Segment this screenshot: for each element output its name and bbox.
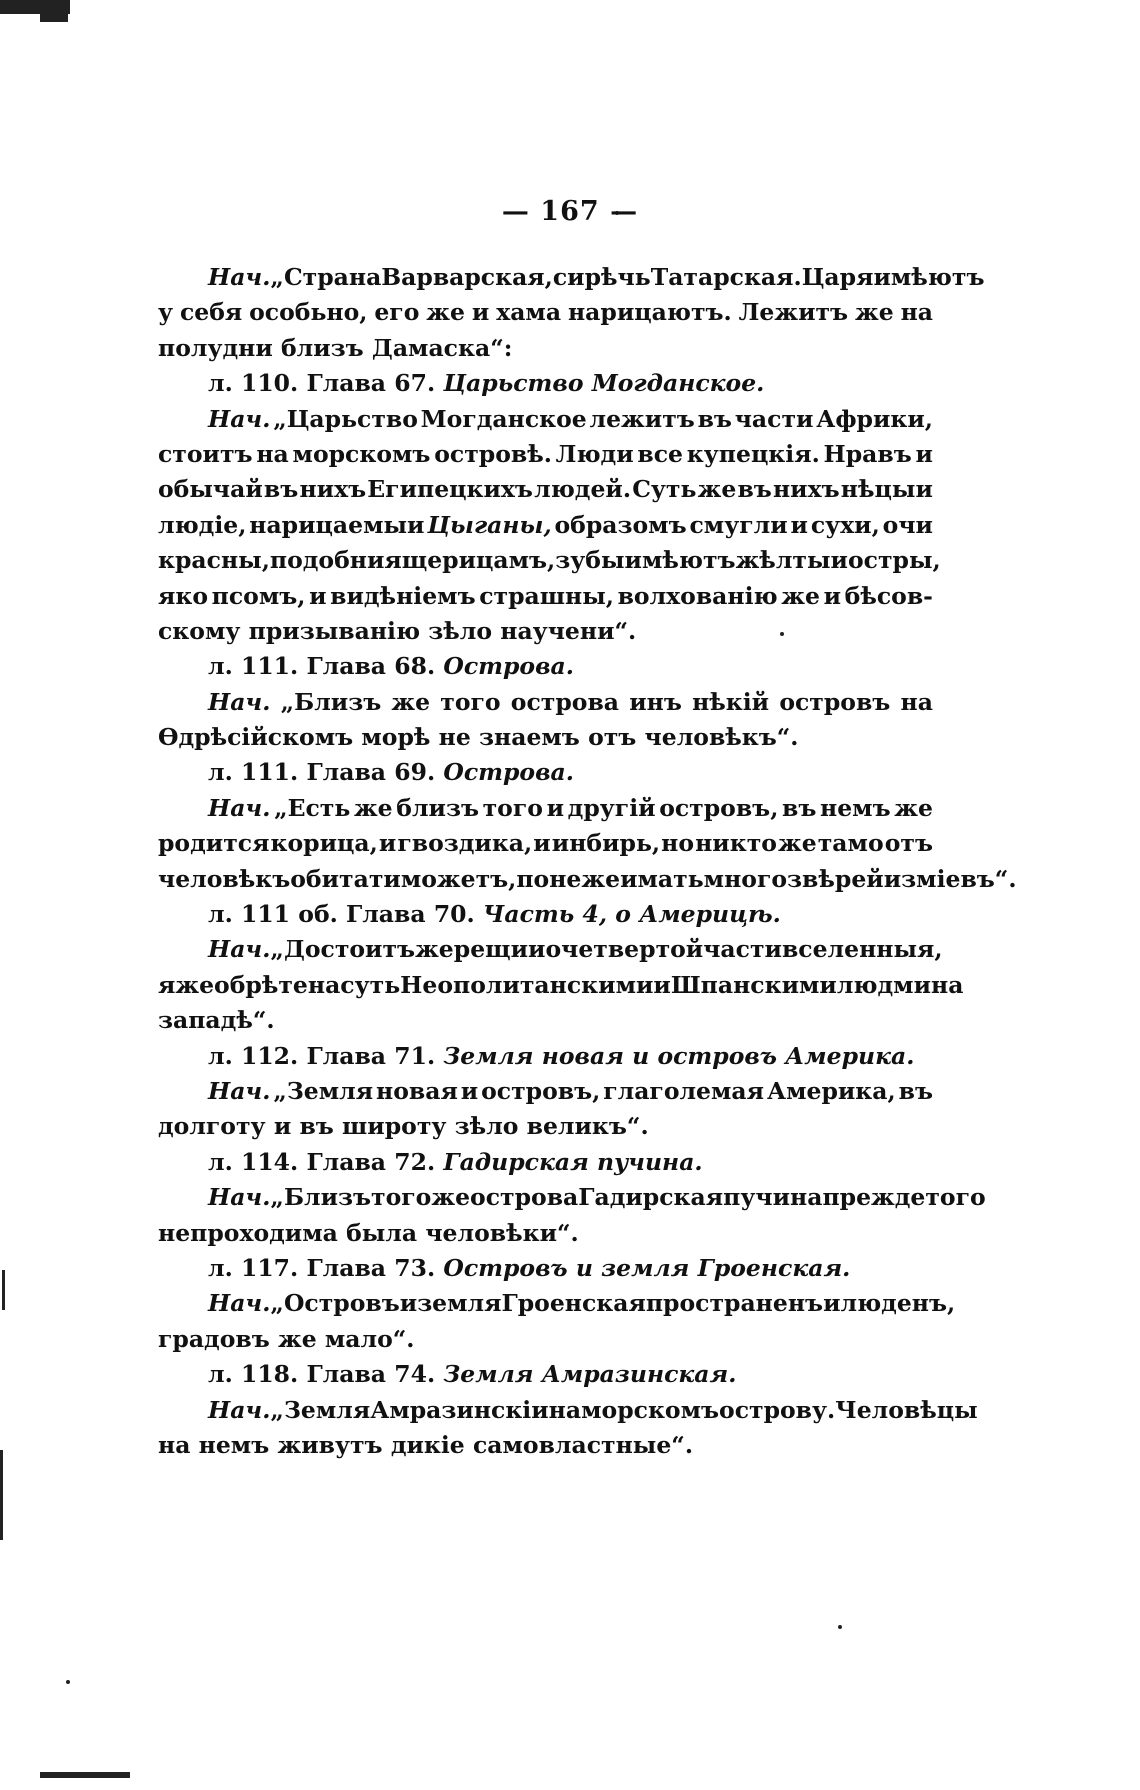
word: 114. xyxy=(240,1147,299,1176)
word: въ xyxy=(782,793,817,822)
word: научени“. xyxy=(500,616,637,645)
word: Глава xyxy=(306,369,387,398)
text-line xyxy=(158,331,933,366)
word: звѣрей xyxy=(787,864,884,893)
word: и xyxy=(790,510,808,539)
word: „Островъ xyxy=(270,1289,400,1318)
scan-edge-mark xyxy=(0,1450,3,1540)
word: все xyxy=(637,439,684,468)
word: инбирь, xyxy=(551,829,661,858)
word: въ xyxy=(299,1112,334,1141)
word: Африки, xyxy=(816,404,933,433)
word: смугли xyxy=(689,510,788,539)
word: земля xyxy=(417,1289,502,1318)
word: л. xyxy=(208,652,233,681)
page-number: — 167 — xyxy=(501,196,639,227)
italic-word: новая xyxy=(541,1041,624,1070)
word: о xyxy=(545,935,562,964)
word: и xyxy=(823,581,842,610)
text-line xyxy=(158,720,933,755)
word: Глава xyxy=(306,1147,387,1176)
scan-blot-top-left xyxy=(0,0,70,14)
word: того xyxy=(482,793,543,822)
word: Человѣцы xyxy=(835,1395,978,1424)
word: Неополитанскими xyxy=(400,970,654,999)
word: и xyxy=(471,298,490,327)
text-line xyxy=(158,366,933,401)
word: зубы xyxy=(555,546,625,575)
word: 68. xyxy=(394,652,436,681)
word: понеже xyxy=(516,864,621,893)
italic-word: Америцѣ. xyxy=(639,900,781,929)
word: на xyxy=(900,298,933,327)
word: сирѣчь xyxy=(552,263,651,291)
text-line xyxy=(158,1357,933,1392)
word: отъ xyxy=(588,723,637,752)
word: л. xyxy=(208,1147,233,1176)
italic-word: Нач. xyxy=(208,793,271,822)
word: же xyxy=(353,793,393,822)
word: Люди xyxy=(555,439,634,468)
word: яже xyxy=(158,970,215,999)
word: морскомъ xyxy=(292,439,431,468)
word: зѣло xyxy=(454,1112,519,1141)
word: лежитъ xyxy=(589,404,695,433)
word: имать xyxy=(620,864,704,893)
word: гвоздика, xyxy=(397,829,533,858)
word: инъ xyxy=(629,687,682,716)
word: непроходима xyxy=(158,1218,338,1247)
word: жѣлты xyxy=(735,546,831,575)
text-line xyxy=(158,402,933,437)
text-line xyxy=(158,1039,933,1074)
word: мало“. xyxy=(324,1324,415,1353)
word: долготу xyxy=(158,1112,266,1141)
scan-speck xyxy=(66,1680,70,1684)
word: Лежитъ xyxy=(738,298,849,327)
word: морѣ xyxy=(361,723,431,752)
word: Могданское xyxy=(420,404,587,433)
word: немъ xyxy=(820,793,891,822)
italic-word: пучина. xyxy=(597,1147,703,1176)
text-line xyxy=(158,1393,978,1428)
word: Нравъ xyxy=(823,439,912,468)
word: сухи, xyxy=(810,510,880,539)
word: 111. xyxy=(240,758,299,787)
word: человѣкъ“. xyxy=(644,723,799,752)
text-line xyxy=(158,579,933,614)
word: пучина xyxy=(723,1183,823,1212)
word: близъ xyxy=(281,333,364,362)
word: того xyxy=(371,1183,432,1212)
word: въ xyxy=(697,404,732,433)
word: же xyxy=(415,935,454,964)
italic-word: Гроенская. xyxy=(697,1253,851,1282)
word: и xyxy=(460,1076,479,1105)
word: Глава xyxy=(306,1041,387,1070)
word: острова xyxy=(510,687,620,716)
word: очи xyxy=(882,510,933,539)
word: подобни xyxy=(269,546,385,575)
word: людіе, xyxy=(158,510,247,539)
word: Гадирская xyxy=(578,1183,724,1212)
word: людми xyxy=(836,970,932,999)
word: Глава xyxy=(306,652,387,681)
text-line xyxy=(158,1251,933,1286)
text-line xyxy=(158,932,943,967)
text-line xyxy=(158,649,933,684)
word: и xyxy=(823,1289,841,1318)
word: 72. xyxy=(394,1147,436,1176)
italic-word: Нач. xyxy=(208,1076,271,1105)
italic-word: Амразинская. xyxy=(541,1360,737,1389)
word: обрѣтена xyxy=(214,970,341,999)
word: знаемъ xyxy=(479,723,580,752)
word: того xyxy=(440,687,501,716)
word: 117. xyxy=(240,1253,299,1282)
italic-word: Могданское. xyxy=(591,369,765,398)
italic-word: Часть xyxy=(482,900,575,929)
word: немъ xyxy=(198,1430,270,1459)
word: вселенныя, xyxy=(781,935,943,964)
word: отъ xyxy=(884,829,933,858)
word: люденъ, xyxy=(840,1289,956,1318)
word: хама xyxy=(496,298,562,327)
italic-word: Нач. xyxy=(208,687,271,716)
word: на xyxy=(256,439,289,468)
word: и xyxy=(378,829,397,858)
italic-word: Земля xyxy=(443,1360,534,1389)
word: псомъ, xyxy=(211,581,306,610)
word: же xyxy=(431,1183,471,1212)
italic-word: земля xyxy=(601,1253,690,1282)
word: „Земля xyxy=(270,1395,371,1424)
word: л. xyxy=(208,369,233,398)
word: 70. xyxy=(433,900,475,929)
word: и xyxy=(915,439,933,468)
word: яко xyxy=(158,581,209,610)
word: корица, xyxy=(270,829,378,858)
text-line xyxy=(158,1428,933,1463)
word: много xyxy=(703,864,788,893)
text-line xyxy=(158,1286,956,1321)
word: и xyxy=(528,935,546,964)
word: же xyxy=(778,829,817,858)
word: Суть xyxy=(632,475,697,504)
italic-word: островъ xyxy=(657,1041,777,1070)
text-line xyxy=(158,295,933,330)
word: и xyxy=(533,829,551,858)
word: морскомъ xyxy=(581,1395,720,1424)
word: и xyxy=(830,546,848,575)
word: же xyxy=(854,298,894,327)
word: его xyxy=(374,298,420,327)
word: и xyxy=(653,970,671,999)
word: Америка, xyxy=(766,1076,896,1105)
text-line xyxy=(158,1145,933,1180)
word: того xyxy=(925,1183,986,1212)
word: была xyxy=(346,1218,418,1247)
text-line xyxy=(158,1074,933,1109)
word: тамо xyxy=(817,829,884,858)
word: на xyxy=(900,687,933,716)
word: и xyxy=(309,581,327,610)
word: Египецкихъ xyxy=(367,475,533,504)
word: 110. xyxy=(240,369,299,398)
word: же xyxy=(391,687,431,716)
italic-word: Земля xyxy=(443,1041,534,1070)
word: въ xyxy=(737,475,772,504)
word: л. xyxy=(208,758,233,787)
word: страшны, xyxy=(479,581,614,610)
word: Варварская, xyxy=(381,263,553,291)
word: можетъ, xyxy=(400,864,517,893)
word: 111 xyxy=(240,900,291,929)
italic-word: Острова. xyxy=(443,652,574,681)
word: Дамаска“: xyxy=(371,333,513,362)
word: близъ xyxy=(396,793,479,822)
text-line xyxy=(158,437,933,472)
word: 73. xyxy=(394,1253,436,1282)
word: призыванію xyxy=(248,616,421,645)
word: себя xyxy=(179,298,243,327)
word: л. xyxy=(208,1041,233,1070)
word: л. xyxy=(208,900,233,929)
word: Глава xyxy=(306,1253,387,1282)
word: волхованію xyxy=(617,581,778,610)
word: четвертой xyxy=(561,935,704,964)
word: нихъ xyxy=(772,475,840,504)
word: Гроенская xyxy=(501,1289,646,1318)
word: об. xyxy=(298,900,338,929)
word: великъ“. xyxy=(526,1112,649,1141)
word: видѣніемъ xyxy=(330,581,476,610)
word: другій xyxy=(567,793,656,822)
italic-word: Островъ xyxy=(443,1253,568,1282)
word: и xyxy=(399,1289,418,1318)
word: зѣло xyxy=(428,616,493,645)
word: глаголемая xyxy=(603,1076,765,1105)
word: 67. xyxy=(394,369,436,398)
word: купецкія. xyxy=(686,439,820,468)
text-line xyxy=(158,1322,933,1357)
italic-word: Нач. xyxy=(208,935,271,964)
word: самовластные“. xyxy=(472,1430,694,1459)
word: нѣцыи xyxy=(840,475,933,504)
text-line xyxy=(158,1003,933,1038)
word: суть xyxy=(340,970,401,999)
italic-word: Цыганы, xyxy=(427,510,552,539)
word: имѣютъ xyxy=(873,263,985,291)
word: „Страна xyxy=(270,263,382,291)
word: части xyxy=(734,404,814,433)
word: родится xyxy=(158,829,270,858)
word: острова xyxy=(470,1183,579,1212)
word: островъ, xyxy=(481,1076,601,1105)
word: полудни xyxy=(158,333,273,362)
text-line xyxy=(158,543,941,578)
italic-word: Нач. xyxy=(208,1183,271,1212)
word: „Царьство xyxy=(273,404,418,433)
text-line xyxy=(158,862,1017,897)
italic-word: Америка. xyxy=(785,1041,915,1070)
word: и xyxy=(546,793,565,822)
word: 112. xyxy=(240,1041,299,1070)
word: Татарская. xyxy=(650,263,802,291)
word: части xyxy=(703,935,782,964)
text-line xyxy=(158,1216,933,1251)
word: въ xyxy=(898,1076,933,1105)
text-line xyxy=(158,614,933,649)
word: нѣкій xyxy=(692,687,770,716)
word: западѣ“. xyxy=(158,1006,275,1035)
scan-speck xyxy=(838,1625,842,1629)
word: „Земля xyxy=(273,1076,374,1105)
word: остры, xyxy=(847,546,941,575)
text-line xyxy=(158,508,933,543)
word: рещи xyxy=(453,935,529,964)
word: и xyxy=(883,864,902,893)
word: Глава xyxy=(306,1360,387,1389)
scan-blot-top-left-2 xyxy=(40,14,68,22)
word: стоитъ xyxy=(158,439,253,468)
word: Глава xyxy=(306,758,387,787)
italic-word: о xyxy=(615,900,631,929)
italic-word: Гадирская xyxy=(443,1147,589,1176)
text-line xyxy=(158,472,933,507)
text-line xyxy=(158,968,964,1003)
word: 71. xyxy=(394,1041,436,1070)
word: обитати xyxy=(290,864,401,893)
word: никто xyxy=(695,829,777,858)
word: прежде xyxy=(822,1183,926,1212)
text-line xyxy=(158,826,933,861)
word: же xyxy=(426,298,465,327)
text-line xyxy=(158,755,933,790)
word: бѣсов- xyxy=(844,581,933,610)
word: же xyxy=(697,475,737,504)
text-line xyxy=(158,897,933,932)
word: обычай xyxy=(158,475,263,504)
word: нихъ xyxy=(299,475,367,504)
word: л. xyxy=(208,1253,233,1282)
scan-blot-bottom-left xyxy=(40,1772,130,1778)
word: въ xyxy=(263,475,299,504)
italic-word: Царьство xyxy=(443,369,584,398)
text-line xyxy=(158,260,985,295)
word: человѣки“. xyxy=(425,1218,579,1247)
word: 111. xyxy=(240,652,299,681)
word: Ѳдрѣсійскомъ xyxy=(158,723,354,752)
word: „Есть xyxy=(274,793,351,822)
word: не xyxy=(438,723,471,752)
italic-word: Нач. xyxy=(208,1289,271,1318)
italic-word: и xyxy=(575,1253,593,1282)
word: имѣютъ xyxy=(624,546,736,575)
word: зміевъ“. xyxy=(901,864,1017,893)
word: градовъ xyxy=(158,1324,270,1353)
word: на xyxy=(931,970,964,999)
text-line xyxy=(158,1180,986,1215)
word: л. xyxy=(208,1360,233,1389)
word: и xyxy=(273,1112,292,1141)
word: новая xyxy=(376,1076,458,1105)
word: образомъ xyxy=(554,510,687,539)
word: живутъ xyxy=(277,1430,383,1459)
word: на xyxy=(548,1395,582,1424)
word: скому xyxy=(158,616,241,645)
word: красны, xyxy=(158,546,270,575)
word: широту xyxy=(342,1112,447,1141)
word: островъ, xyxy=(659,793,779,822)
text-line xyxy=(158,1109,933,1144)
italic-word: и xyxy=(632,1041,650,1070)
scan-edge-mark xyxy=(2,1270,5,1310)
word: на xyxy=(158,1430,191,1459)
word: человѣкъ xyxy=(158,864,291,893)
italic-word: Нач. xyxy=(208,1395,271,1424)
word: нарицаемыи xyxy=(249,510,425,539)
word: Шпанскими xyxy=(670,970,837,999)
word: „Достоитъ xyxy=(270,935,416,964)
word: островъ xyxy=(779,687,891,716)
text-line xyxy=(158,685,933,720)
word: же xyxy=(781,581,820,610)
italic-word: Нач. xyxy=(208,263,271,291)
word: дикіе xyxy=(390,1430,465,1459)
word: у xyxy=(158,298,174,327)
word: островѣ. xyxy=(434,439,552,468)
word: острову. xyxy=(719,1395,836,1424)
italic-word: 4, xyxy=(582,900,608,929)
word: 118. xyxy=(240,1360,299,1389)
word: но xyxy=(661,829,695,858)
body-text xyxy=(158,260,1017,1463)
word: 74. xyxy=(394,1360,436,1389)
word: особьно, xyxy=(249,298,368,327)
word: „Близъ xyxy=(270,1183,372,1212)
word: 69. xyxy=(394,758,436,787)
word: Глава xyxy=(346,900,426,929)
word: же xyxy=(277,1324,317,1353)
text-line xyxy=(158,791,933,826)
word: нарицаютъ. xyxy=(567,298,732,327)
word: ящерицамъ, xyxy=(384,546,556,575)
word: Царя xyxy=(801,263,874,291)
word: же xyxy=(894,793,933,822)
word: пространенъ xyxy=(645,1289,824,1318)
word: „Близъ xyxy=(280,687,382,716)
italic-word: Острова. xyxy=(443,758,574,787)
word: Амразинскіи xyxy=(370,1395,549,1424)
italic-word: Нач. xyxy=(208,404,271,433)
word: людей. xyxy=(534,475,632,504)
